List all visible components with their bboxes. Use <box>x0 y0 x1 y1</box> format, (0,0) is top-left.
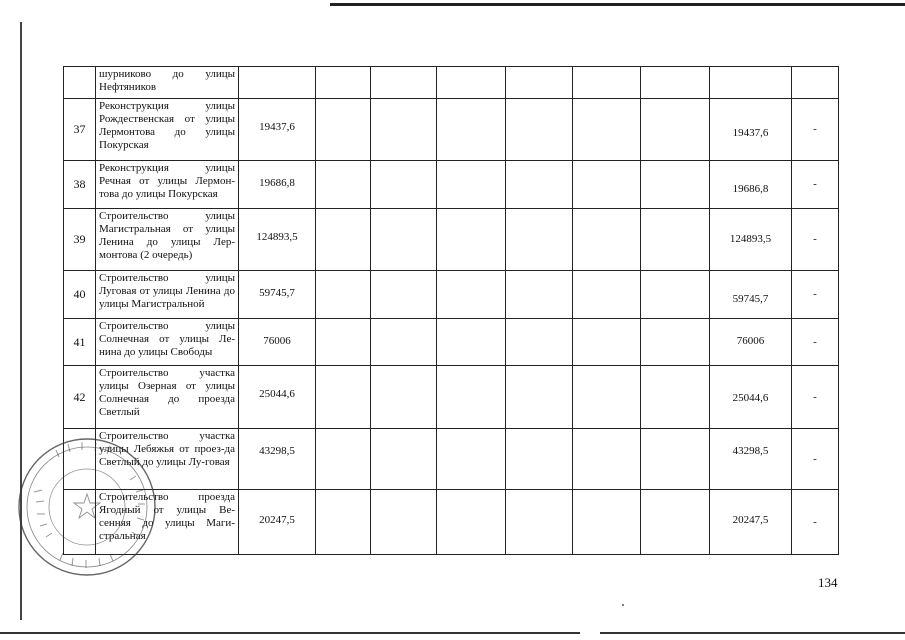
table-row <box>64 429 839 490</box>
page-number: 134 <box>818 575 838 590</box>
row-col11: - <box>792 366 839 429</box>
row-col10: 25044,6 <box>710 366 792 429</box>
row-name: Строительство участка улицы Лебяжья от проез-да Светлый до улицы Лу-говая <box>96 429 239 490</box>
row-col11: - <box>792 319 839 366</box>
row-col10: 43298,5 <box>710 429 792 490</box>
table-row <box>64 209 839 271</box>
row-total <box>239 67 316 99</box>
row-col11: - <box>792 490 839 555</box>
row-col11: - <box>792 161 839 209</box>
row-name: Строительство проезда Ягодный от улицы Ве-сенняя до улицы Маги-стральная <box>96 490 239 555</box>
row-col10: 19686,8 <box>710 161 792 209</box>
budget-table <box>63 66 839 555</box>
row-number: 40 <box>64 271 96 319</box>
row-number: 37 <box>64 99 96 161</box>
row-name: шурниково до улицы Нефтяников <box>96 67 239 99</box>
row-total: 19686,8 <box>239 161 316 209</box>
row-col11: - <box>792 99 839 161</box>
row-number: 41 <box>64 319 96 366</box>
table-row <box>64 271 839 319</box>
table-row <box>64 161 839 209</box>
row-name: Строительство участка улицы Озерная от улицы Солнечная до проезда Светлый <box>96 366 239 429</box>
row-number <box>64 67 96 99</box>
table-row <box>64 319 839 366</box>
row-total: 124893,5 <box>239 209 316 271</box>
row-col10: 19437,6 <box>710 99 792 161</box>
row-total: 76006 <box>239 319 316 366</box>
scan-edge-top <box>330 3 905 6</box>
row-number: 38 <box>64 161 96 209</box>
row-total: 59745,7 <box>239 271 316 319</box>
row-col10 <box>710 67 792 99</box>
row-total: 19437,6 <box>239 99 316 161</box>
row-col11: - <box>792 209 839 271</box>
row-total: 43298,5 <box>239 429 316 490</box>
row-number: 39 <box>64 209 96 271</box>
row-name: Строительство улицы Магистральная от улицы Ленина до улицы Лер-монтова (2 очередь) <box>96 209 239 271</box>
table-row <box>64 366 839 429</box>
table-row <box>64 67 839 99</box>
row-col11: - <box>792 271 839 319</box>
official-seal-stamp <box>12 432 162 582</box>
scan-edge-bottom-right <box>600 632 905 634</box>
row-col11: - <box>792 429 839 490</box>
scan-speck <box>622 604 624 606</box>
row-name: Строительство улицы Солнечная от улицы Ле-нина до улицы Свободы <box>96 319 239 366</box>
scan-edge-bottom <box>0 632 580 634</box>
row-total: 20247,5 <box>239 490 316 555</box>
row-number: 42 <box>64 366 96 429</box>
table-row <box>64 99 839 161</box>
row-col10: 59745,7 <box>710 271 792 319</box>
row-col10: 124893,5 <box>710 209 792 271</box>
row-col10: 20247,5 <box>710 490 792 555</box>
row-total: 25044,6 <box>239 366 316 429</box>
row-name: Реконструкция улицы Рождественская от улицы Лермонтова до улицы Покурская <box>96 99 239 161</box>
row-name: Реконструкция улицы Речная от улицы Лермон-това до улицы Покурская <box>96 161 239 209</box>
row-col10: 76006 <box>710 319 792 366</box>
row-col11 <box>792 67 839 99</box>
table-row <box>64 490 839 555</box>
row-name: Строительство улицы Луговая от улицы Ленина до улицы Магистральной <box>96 271 239 319</box>
